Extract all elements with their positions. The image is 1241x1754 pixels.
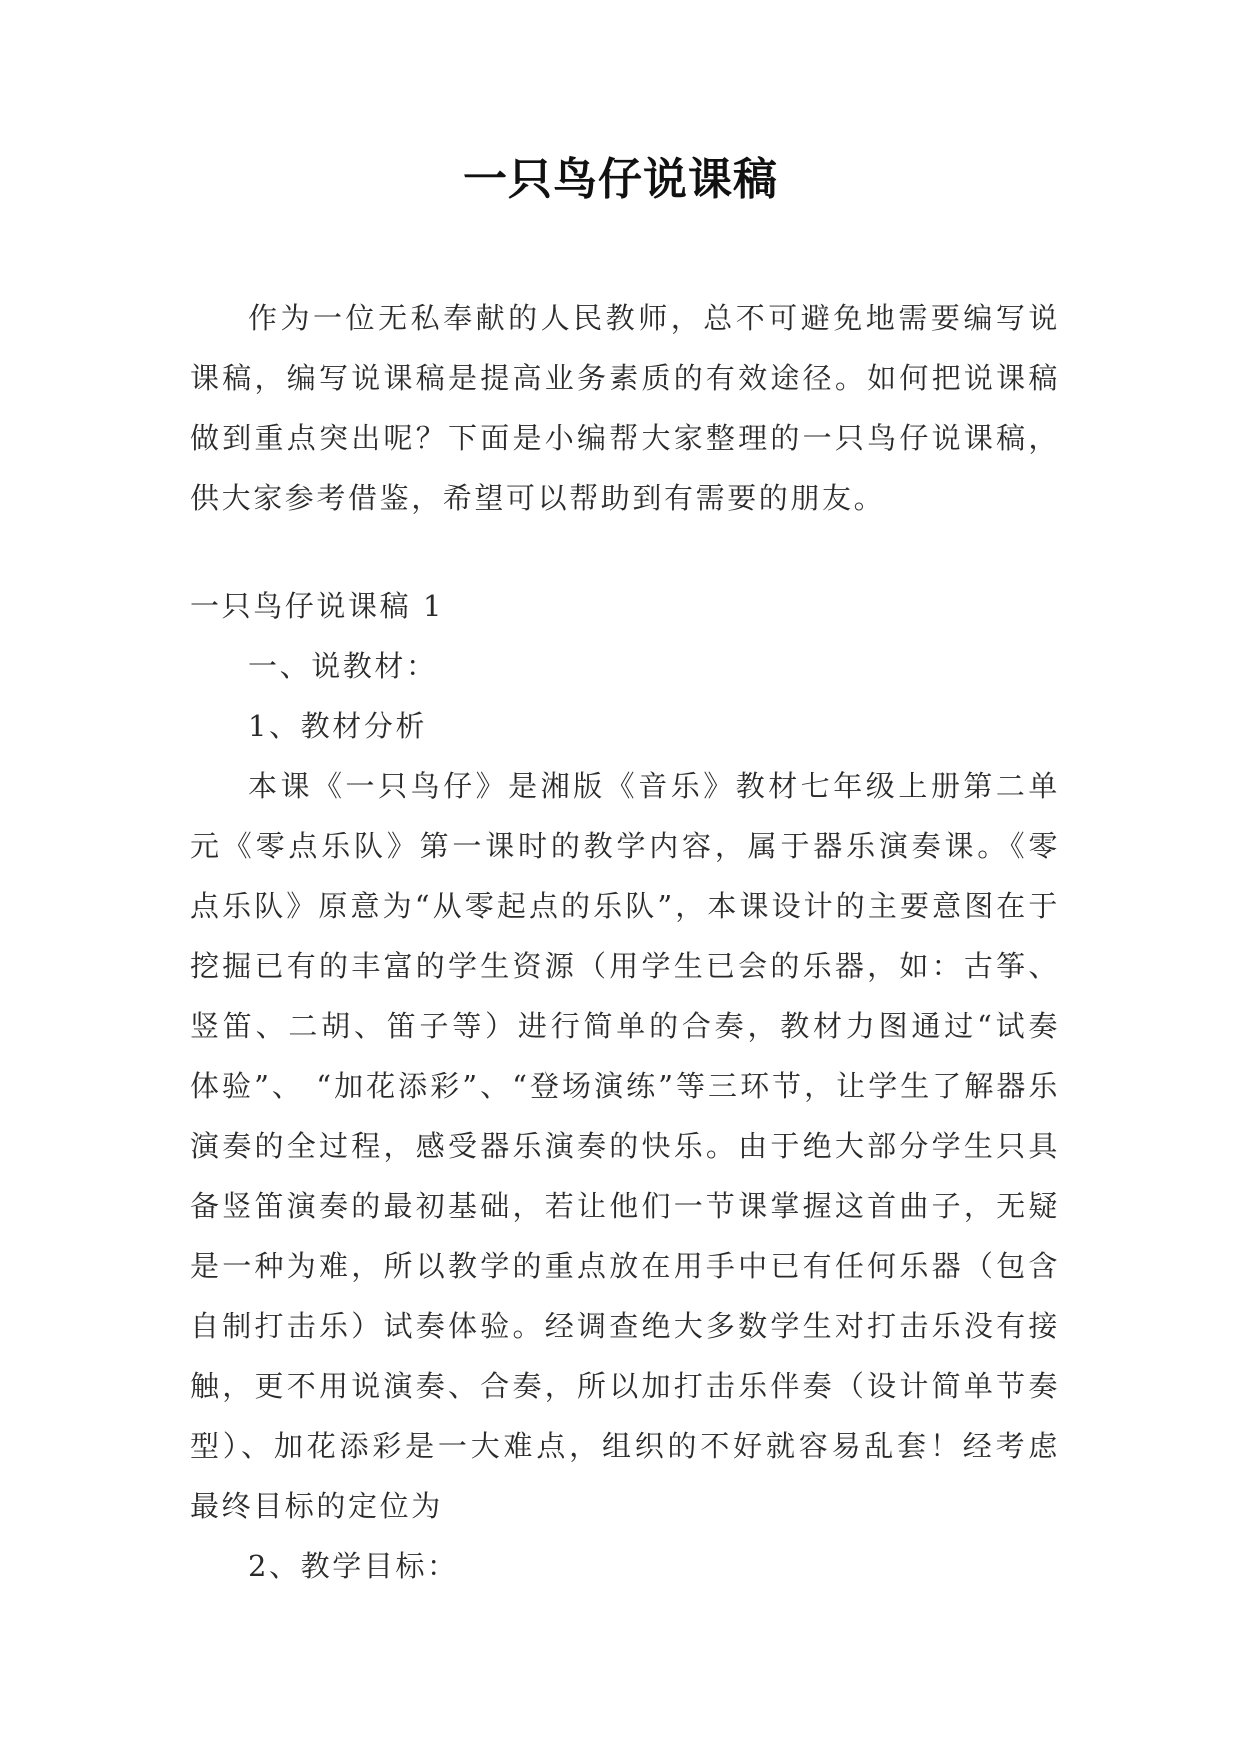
subheading-objectives: 2、教学目标： bbox=[248, 1549, 459, 1583]
part-heading: 一、说教材： bbox=[248, 649, 438, 683]
document-title: 一只鸟仔说课稿 bbox=[463, 154, 778, 205]
intro-paragraph: 作为一位无私奉献的人民教师，总不可避免地需要编写说课稿，编写说课稿是提高业务素质的有效途径。如何把说课稿做到重点突出呢？下面是小编帮大家整理的一只鸟仔说课稿，供大家参考借鉴，希望可以帮助到有需要的朋友。 bbox=[190, 301, 1060, 515]
subheading-analysis: 1、教材分析 bbox=[248, 709, 428, 743]
section-heading: 一只鸟仔说课稿 1 bbox=[190, 589, 445, 623]
document-body bbox=[190, 288, 1060, 1596]
analysis-paragraph: 本课《一只鸟仔》是湘版《音乐》教材七年级上册第二单元《零点乐队》第一课时的教学内容，属于器乐演奏课。《零点乐队》原意为“从零起点的乐队”，本课设计的主要意图在于挖掘已有的丰富的学生资源（用学生已会的乐器，如：古筝、竖笛、二胡、笛子等）进行简单的合奏，教材力图通过“试奏体验”、 “加花添彩”、“登场演练”等三环节，让学生了解器乐演奏的全过程，感受器乐演奏的快乐。由于绝大部分学生只具备竖笛演奏的最初基础，若让他们一节课掌握这首曲子，无疑是一种为难，所以教学的重点放在用手中已有任何乐器（包含自制打击乐）试奏体验。经调查绝大多数学生对打击乐没有接触，更不用说演奏、合奏，所以加打击乐伴奏（设计简单节奏型）、加花添彩是一大难点，组织的不好就容易乱套！经考虑最终目标的定位为 bbox=[190, 769, 1060, 1523]
paragraph-spacer bbox=[190, 528, 1060, 576]
